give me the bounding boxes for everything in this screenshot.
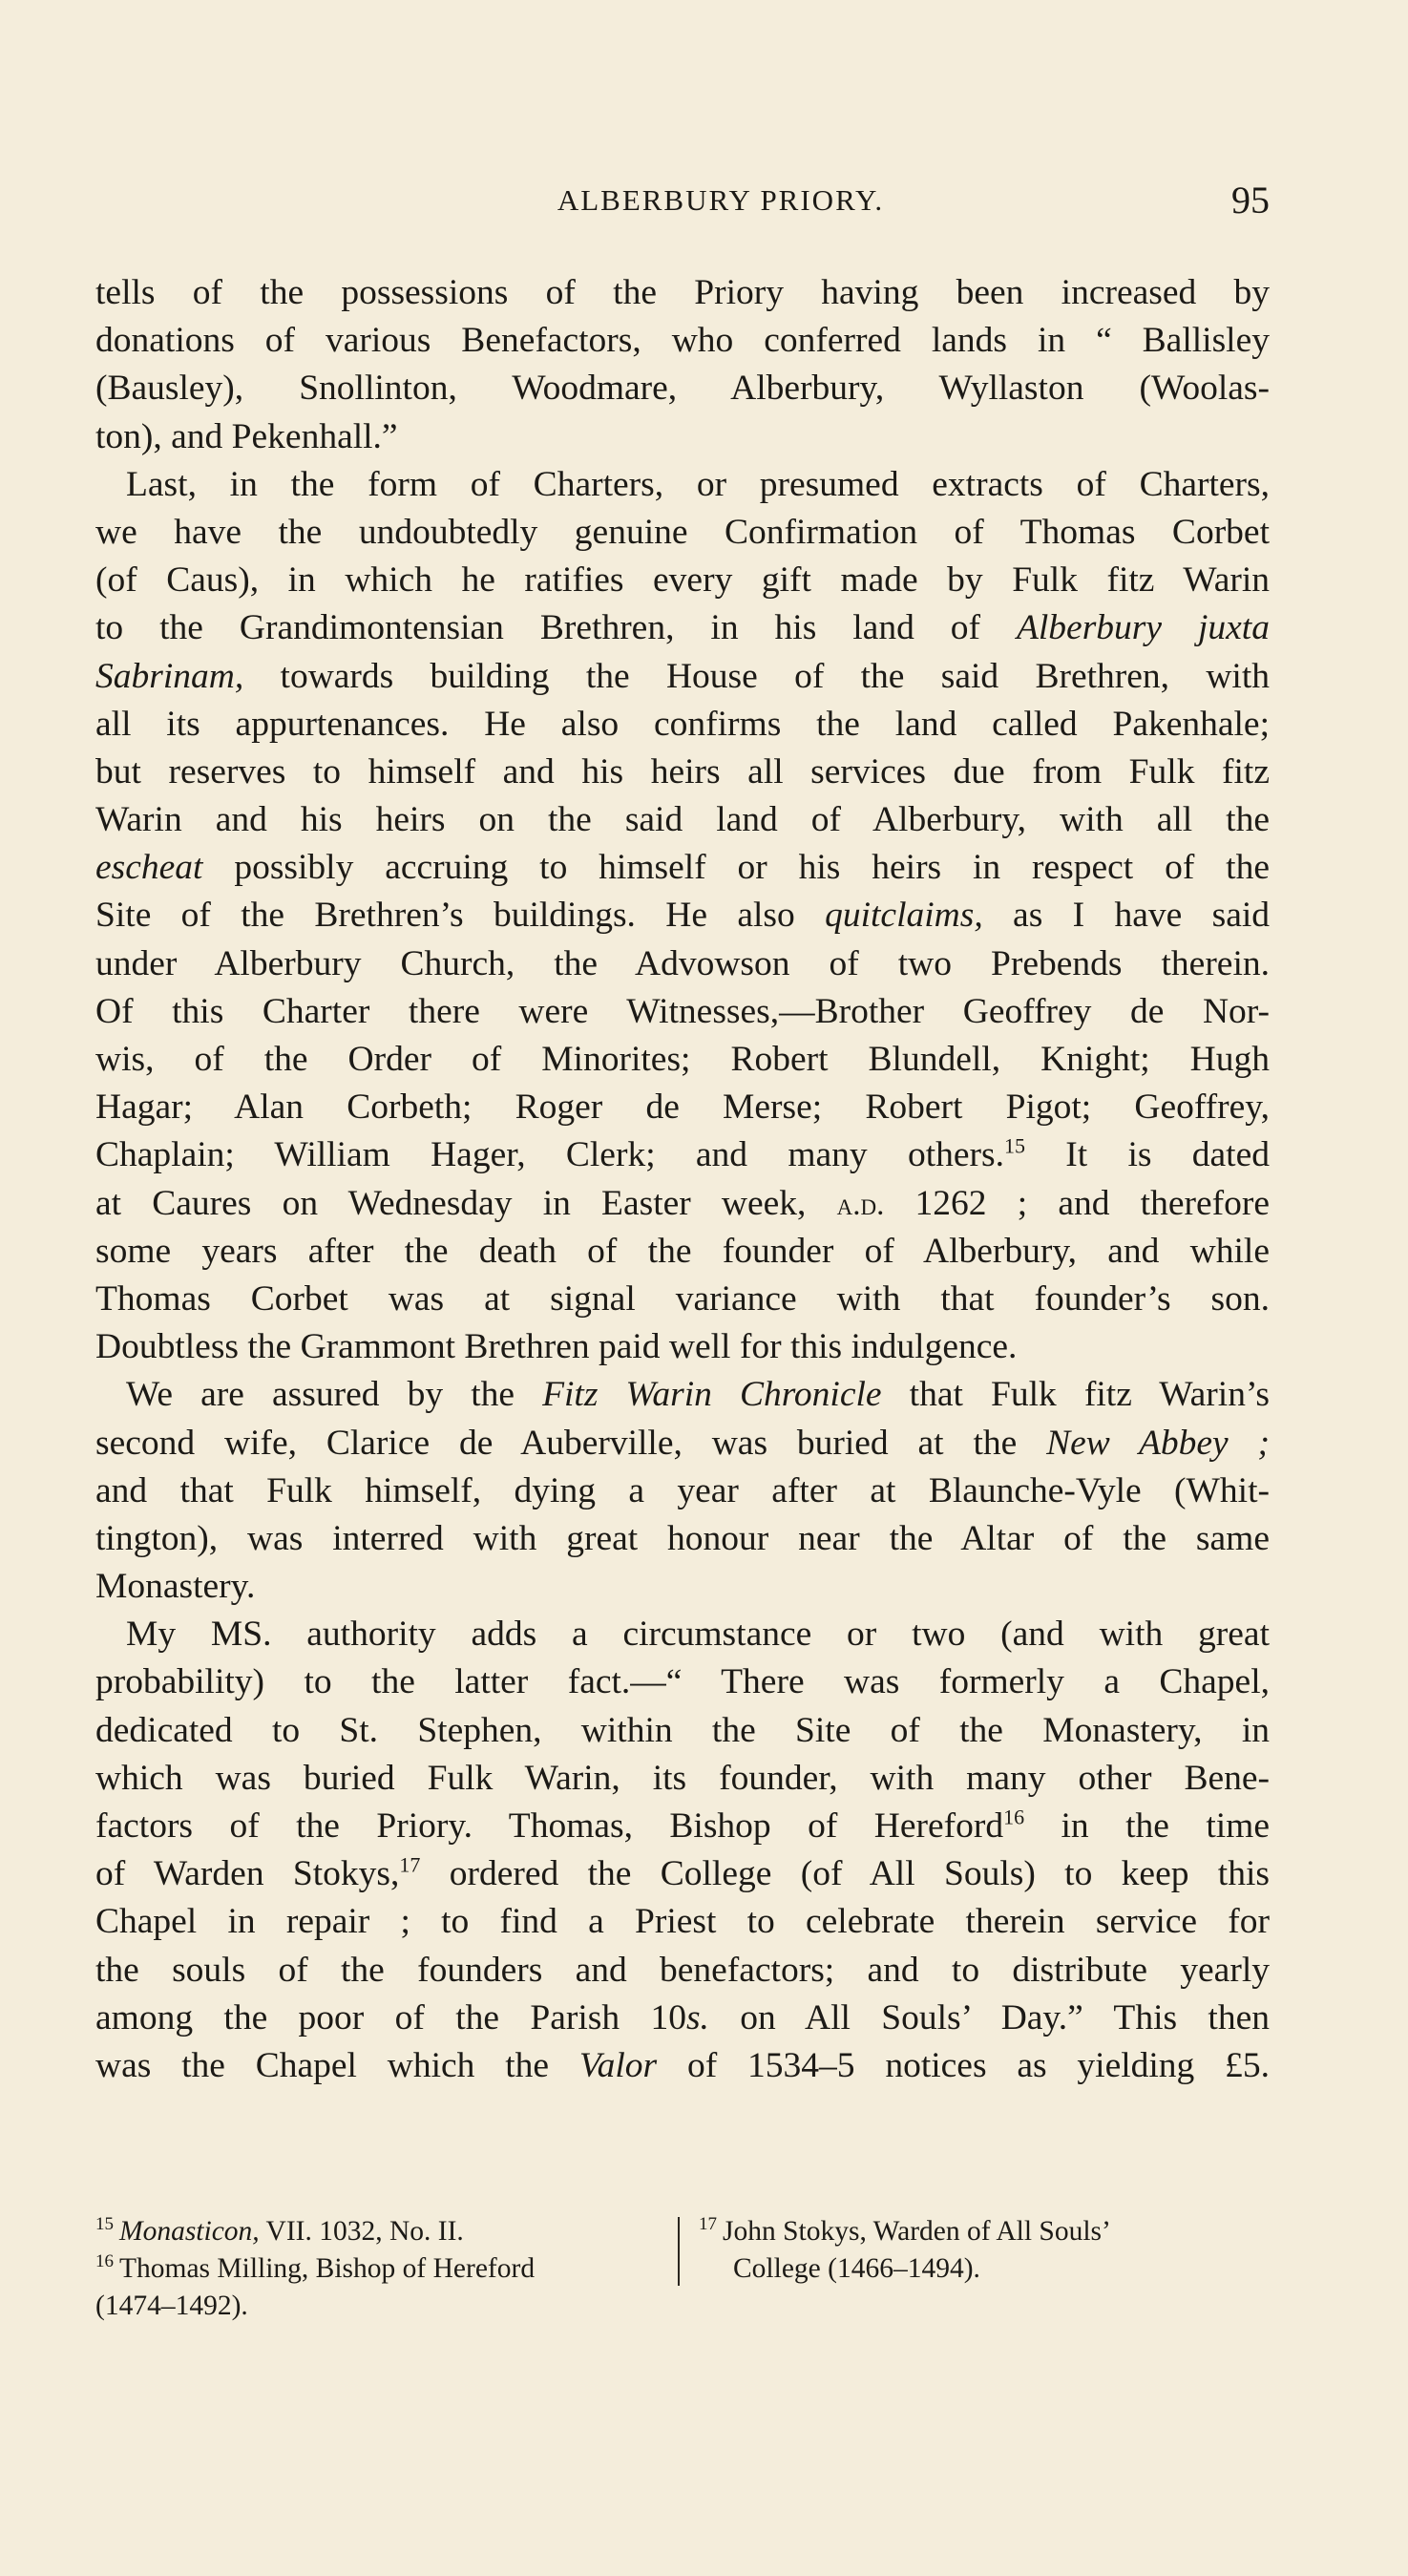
text-line — [95, 1658, 1270, 1706]
text-run: but reserves to himself and his heirs all services due from Fulk fitz — [95, 751, 1270, 792]
text-run: at Caures on Wednesday in Easter week, — [95, 1183, 837, 1223]
text-line — [95, 844, 1270, 892]
text-run: Site of the Brethren’s buildings. He also — [95, 896, 826, 936]
text-run: We are assured by the — [126, 1375, 543, 1415]
text-line — [95, 269, 1270, 317]
text-run: probability) to the latter fact.—“ There was formerly a Chapel, — [95, 1662, 1270, 1702]
footnote-line — [95, 2213, 678, 2250]
text-run: ordered the College (of All Souls) to keep this — [420, 1854, 1270, 1894]
text-run: we have the undoubtedly genuine Confirmation of Thomas Corbet — [95, 512, 1270, 552]
text-line — [95, 1898, 1270, 1946]
text-line — [95, 892, 1270, 940]
footnote-line — [95, 2288, 678, 2325]
text-run: to the Grandimontensian Brethren, in his land of — [95, 608, 1017, 648]
footnote-column-divider — [678, 2217, 680, 2286]
text-run: under Alberbury Church, the Advowson of two Prebends therein. — [95, 943, 1270, 983]
text-run: It is dated — [1024, 1135, 1270, 1175]
small-caps-text: a.d. — [836, 1187, 885, 1222]
text-line — [95, 413, 1270, 461]
text-run: which was buried Fulk Warin, its founder, with many other Bene- — [95, 1758, 1270, 1798]
text-line — [95, 1850, 1270, 1898]
italic-text: quitclaims, — [825, 896, 983, 936]
text-line — [95, 1180, 1270, 1228]
text-run: dedicated to St. Stephen, within the Site of the Monastery, in — [95, 1710, 1270, 1750]
text-run: tells of the possessions of the Priory having been increased by — [95, 273, 1270, 312]
text-line — [95, 796, 1270, 844]
text-run: Of this Charter there were Witnesses,—Brother Geoffrey de Nor- — [95, 991, 1270, 1031]
text-line — [95, 653, 1270, 701]
text-run: My MS. authority adds a circumstance or two (and with great — [126, 1615, 1270, 1655]
text-line — [95, 1995, 1270, 2042]
text-run: and that Fulk himself, dying a year after at Blaunche-Vyle (Whit- — [95, 1470, 1270, 1510]
text-line — [95, 701, 1270, 749]
text-run: second wife, Clarice de Auberville, was buried at the — [95, 1423, 1047, 1463]
text-run: towards building the House of the said Brethren, with — [243, 656, 1270, 696]
text-run: on All Souls’ Day.” This then — [708, 1997, 1270, 2038]
text-run: tington), was interred with great honour near the Altar of the same — [95, 1518, 1270, 1558]
text-line — [95, 1036, 1270, 1084]
text-line — [95, 940, 1270, 988]
text-run: John Stokys, Warden of All Souls’ — [723, 2216, 1111, 2247]
text-run: of Warden Stokys, — [95, 1854, 400, 1894]
footnote-line — [699, 2213, 1270, 2250]
text-run: Chapel in repair ; to find a Priest to celebrate therein service for — [95, 1902, 1270, 1942]
footnote-number: 17 — [699, 2214, 717, 2235]
text-run: as I have said — [982, 896, 1271, 936]
page-header — [95, 178, 1270, 235]
text-run: that Fulk fitz Warin’s — [881, 1375, 1270, 1415]
text-run: Thomas Corbet was at signal variance with that founder’s son. — [95, 1278, 1270, 1319]
footnotes — [95, 2213, 1270, 2347]
text-run: among the poor of the Parish 10 — [95, 1997, 686, 2038]
italic-text: Sabrinam, — [95, 656, 244, 696]
text-line — [95, 1276, 1270, 1323]
footnote-number: 16 — [95, 2251, 114, 2272]
text-line — [95, 1371, 1270, 1419]
footnote-number: 15 — [95, 2214, 114, 2235]
text-line — [95, 365, 1270, 412]
text-line — [95, 317, 1270, 365]
text-line — [95, 1707, 1270, 1755]
italic-text: Fitz Warin Chronicle — [542, 1375, 882, 1415]
text-run: in the time — [1024, 1806, 1270, 1846]
footnote-reference: 17 — [399, 1852, 421, 1877]
text-run: (Bausley), Snollinton, Woodmare, Alberbury, Wyllaston (Woolas- — [95, 369, 1270, 409]
text-line — [95, 1803, 1270, 1850]
italic-text: New Abbey ; — [1046, 1423, 1270, 1463]
text-line — [95, 1323, 1270, 1371]
text-line — [95, 1947, 1270, 1995]
text-line — [95, 2042, 1270, 2090]
footnotes-right-column — [699, 2213, 1270, 2288]
text-run: some years after the death of the founder of Alberbury, and while — [95, 1231, 1270, 1271]
footnote-reference: 16 — [1003, 1805, 1025, 1829]
text-line — [95, 604, 1270, 652]
text-run: Hagar; Alan Corbeth; Roger de Merse; Robert Pigot; Geoffrey, — [95, 1087, 1270, 1128]
text-run: ton), and Pekenhall.” — [95, 416, 398, 456]
text-line — [95, 461, 1270, 509]
text-line — [95, 749, 1270, 796]
italic-text: s. — [685, 1997, 709, 2038]
text-run: possibly accruing to himself or his heirs in respect of the — [202, 848, 1270, 888]
text-run: Thomas Milling, Bishop of Hereford — [119, 2253, 536, 2284]
text-run: 1262 ; and therefore — [884, 1183, 1270, 1223]
text-line — [95, 557, 1270, 604]
text-line — [95, 1467, 1270, 1515]
italic-text: Alberbury juxta — [1016, 608, 1270, 648]
footnote-reference: 15 — [1003, 1133, 1025, 1158]
text-run: Chaplain; William Hager, Clerk; and many others. — [95, 1135, 1004, 1175]
italic-text: Monasticon, — [119, 2216, 260, 2247]
running-head: ALBERBURY PRIORY. — [557, 183, 885, 217]
text-run: VII. 1032, No. II. — [259, 2216, 464, 2247]
text-line — [95, 509, 1270, 557]
text-line — [95, 988, 1270, 1036]
text-line — [95, 1755, 1270, 1803]
text-line — [95, 1515, 1270, 1563]
text-run: (1474–1492). — [95, 2291, 248, 2321]
text-run: wis, of the Order of Minorites; Robert Blundell, Knight; Hugh — [95, 1040, 1270, 1079]
text-run: all its appurtenances. He also confirms the land called Pakenhale; — [95, 704, 1270, 744]
text-run: Monastery. — [95, 1567, 256, 1607]
footnote-line — [95, 2250, 678, 2288]
text-line — [95, 1611, 1270, 1658]
footnote-line — [699, 2250, 1270, 2288]
text-run: was the Chapel which the — [95, 2045, 579, 2085]
text-run: donations of various Benefactors, who conferred lands in “ Ballisley — [95, 321, 1270, 361]
text-run: Warin and his heirs on the said land of Alberbury, with all the — [95, 800, 1270, 840]
text-run: factors of the Priory. Thomas, Bishop of Hereford — [95, 1806, 1004, 1846]
italic-text: escheat — [95, 848, 203, 888]
text-run: the souls of the founders and benefactors; and to distribute yearly — [95, 1950, 1270, 1990]
text-line — [95, 1420, 1270, 1467]
text-run: Doubtless the Grammont Brethren paid well for this indulgence. — [95, 1327, 1018, 1367]
text-line — [95, 1131, 1270, 1179]
text-run: of 1534–5 notices as yielding £5. — [657, 2045, 1270, 2085]
text-run: (of Caus), in which he ratifies every gift made by Fulk fitz Warin — [95, 560, 1270, 601]
page-number: 95 — [1231, 179, 1270, 222]
text-line — [95, 1084, 1270, 1131]
text-run: Last, in the form of Charters, or presumed extracts of Charters, — [126, 464, 1270, 504]
footnotes-left-column — [95, 2213, 678, 2325]
text-run: College (1466–1494). — [733, 2253, 980, 2284]
body-text — [95, 269, 1270, 2090]
text-line — [95, 1563, 1270, 1611]
italic-text: Valor — [578, 2045, 658, 2085]
text-line — [95, 1228, 1270, 1276]
